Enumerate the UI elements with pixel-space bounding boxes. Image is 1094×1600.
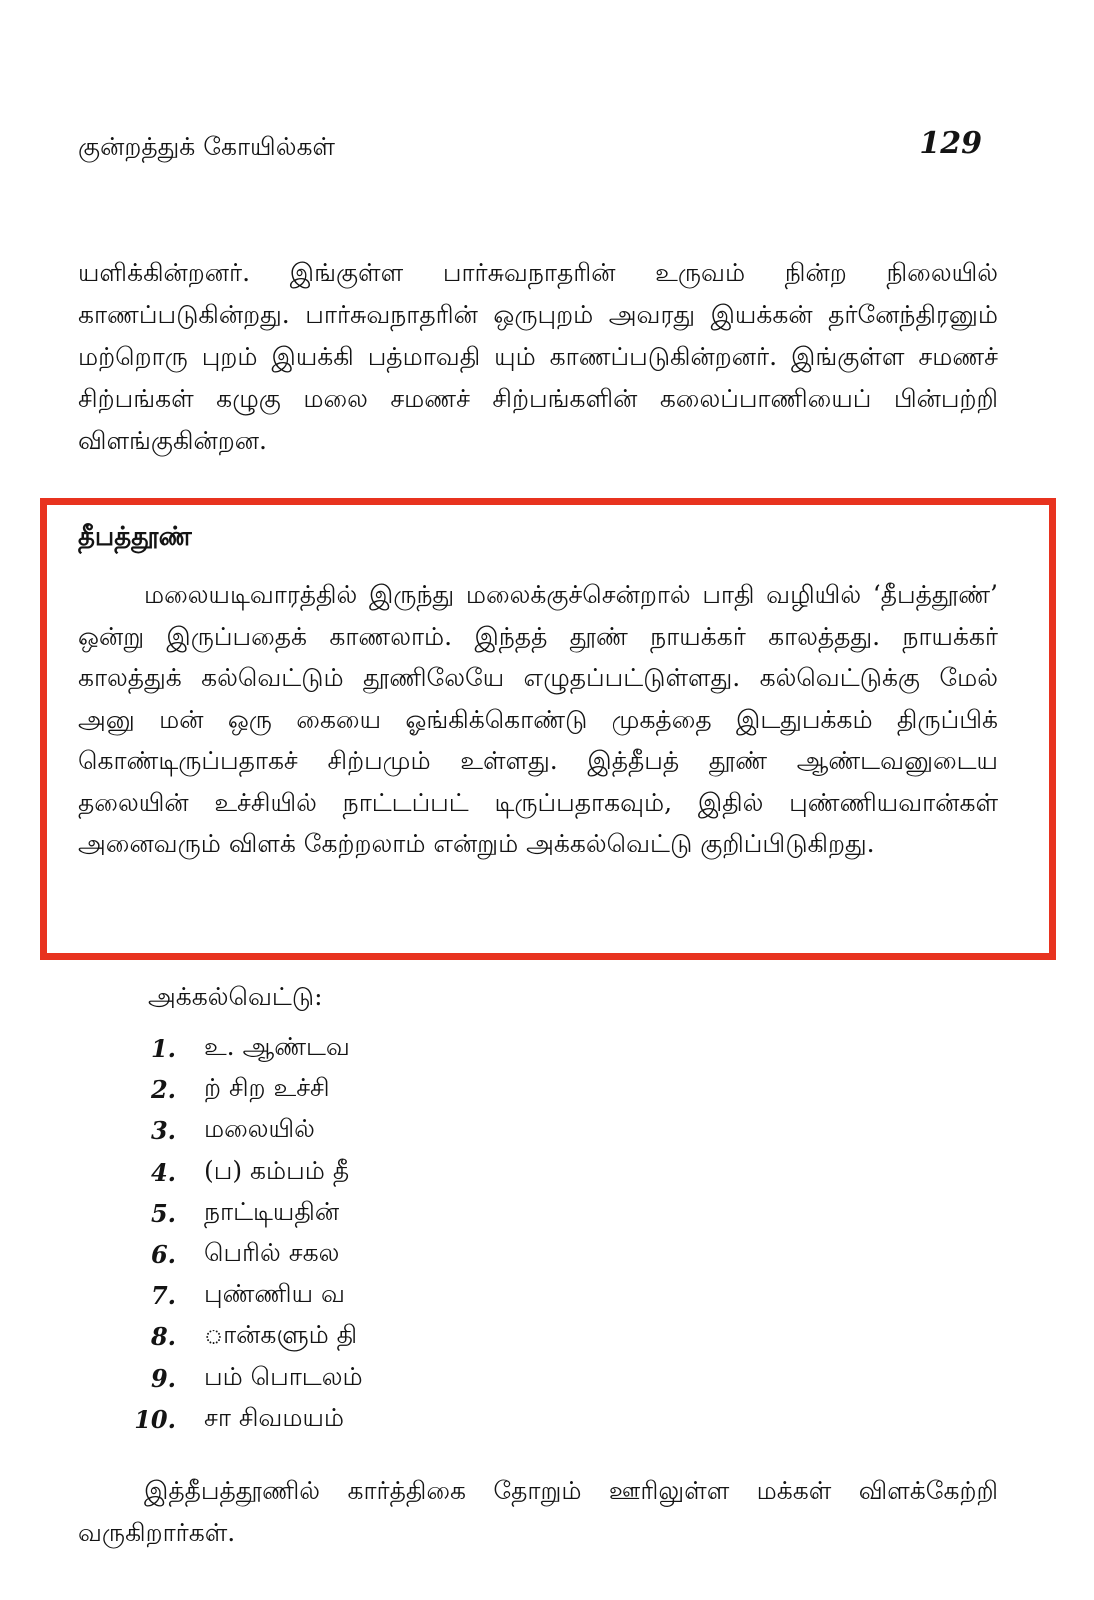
line-text: மலையில் xyxy=(204,1114,315,1144)
line-number: 9. xyxy=(150,1363,176,1393)
line-text: பம் பொடலம் xyxy=(204,1361,363,1391)
line-number: 4. xyxy=(150,1157,176,1187)
section-heading: தீபத்தூண் xyxy=(78,522,192,552)
line-text: ற் சிற உச்சி xyxy=(204,1073,330,1103)
line-number: 3. xyxy=(150,1116,176,1146)
running-header-title: குன்றத்துக் கோயில்கள் xyxy=(78,132,335,161)
line-text: நாட்டியதின் xyxy=(204,1196,340,1226)
inscription-line xyxy=(120,1399,363,1440)
inscription-line xyxy=(120,1316,363,1357)
line-text: பெரில் சகல xyxy=(204,1238,340,1268)
line-number: 1. xyxy=(150,1034,176,1064)
line-number: 8. xyxy=(150,1322,176,1352)
line-text: உ. ஆண்டவ xyxy=(204,1032,350,1062)
inscription-line xyxy=(120,1275,363,1316)
inscription-label: அக்கல்வெட்டு: xyxy=(148,982,323,1011)
inscription-line xyxy=(120,1234,363,1275)
inscription-line xyxy=(120,1069,363,1110)
inscription-line xyxy=(120,1028,363,1069)
line-number: 2. xyxy=(150,1075,176,1105)
line-number: 5. xyxy=(150,1198,176,1228)
paragraph-bottom: இத்தீபத்தூணில் கார்த்திகை தோறும் ஊரிலுள்ள மக்கள் விளக்கேற்றி வருகிறார்கள். xyxy=(78,1476,998,1547)
inscription-list xyxy=(120,1028,363,1440)
line-number: 6. xyxy=(150,1240,176,1270)
page-number: 129 xyxy=(919,126,982,161)
line-text: (ப) கம்பம் தீ xyxy=(204,1155,350,1185)
line-number: 10. xyxy=(134,1404,176,1434)
highlighted-paragraph: மலையடிவாரத்தில் இருந்து மலைக்குச்சென்றால் பாதி வழியில் ‘தீபத்தூண்’ ஒன்று இருப்பதைக் காணலாம். இந்தத் தூண் நாயக்கர் காலத்தது. நாயக்கர் காலத்துக் கல்வெட்டும் தூணிலேயே எழுதப்பட்டுள்ளது. கல்வெட்டுக்கு மேல் அனு மன் ஒரு கையை ஓங்கிக்கொண்டு முகத்தை இடதுபக்கம் திருப்பிக் கொண்டிருப்பதாகச் சிற்பமும் உள்ளது. இத்தீபத் தூண் ஆண்டவனுடைய தலையின் உச்சியில் நாட்டப்பட் டிருப்பதாகவும், இதில் புண்ணியவான்கள் அனைவரும் விளக் கேற்றலாம் என்றும் அக்கல்வெட்டு குறிப்பிடுகிறது. xyxy=(78,580,998,858)
line-text: ான்களும் தி xyxy=(204,1320,358,1350)
line-text: சா சிவமயம் xyxy=(204,1402,345,1432)
line-text: புண்ணிய வ xyxy=(204,1279,345,1309)
inscription-line xyxy=(120,1110,363,1151)
inscription-line xyxy=(120,1152,363,1193)
paragraph-top: யளிக்கின்றனர். இங்குள்ள பார்சுவநாதரின் உருவம் நின்ற நிலையில் காணப்படுகின்றது. பார்சுவநாதரின் ஒருபுறம் அவரது இயக்கன் தர்னேந்திரனும் மற்றொரு புறம் இயக்கி பத்மாவதி யும் காணப்படுகின்றனர். இங்குள்ள சமணச் சிற்பங்கள் கழுகு மலை சமணச் சிற்பங்களின் கலைப்பாணியைப் பின்பற்றி விளங்குகின்றன. xyxy=(78,258,998,455)
inscription-line xyxy=(120,1358,363,1399)
inscription-line xyxy=(120,1193,363,1234)
line-number: 7. xyxy=(150,1281,176,1311)
